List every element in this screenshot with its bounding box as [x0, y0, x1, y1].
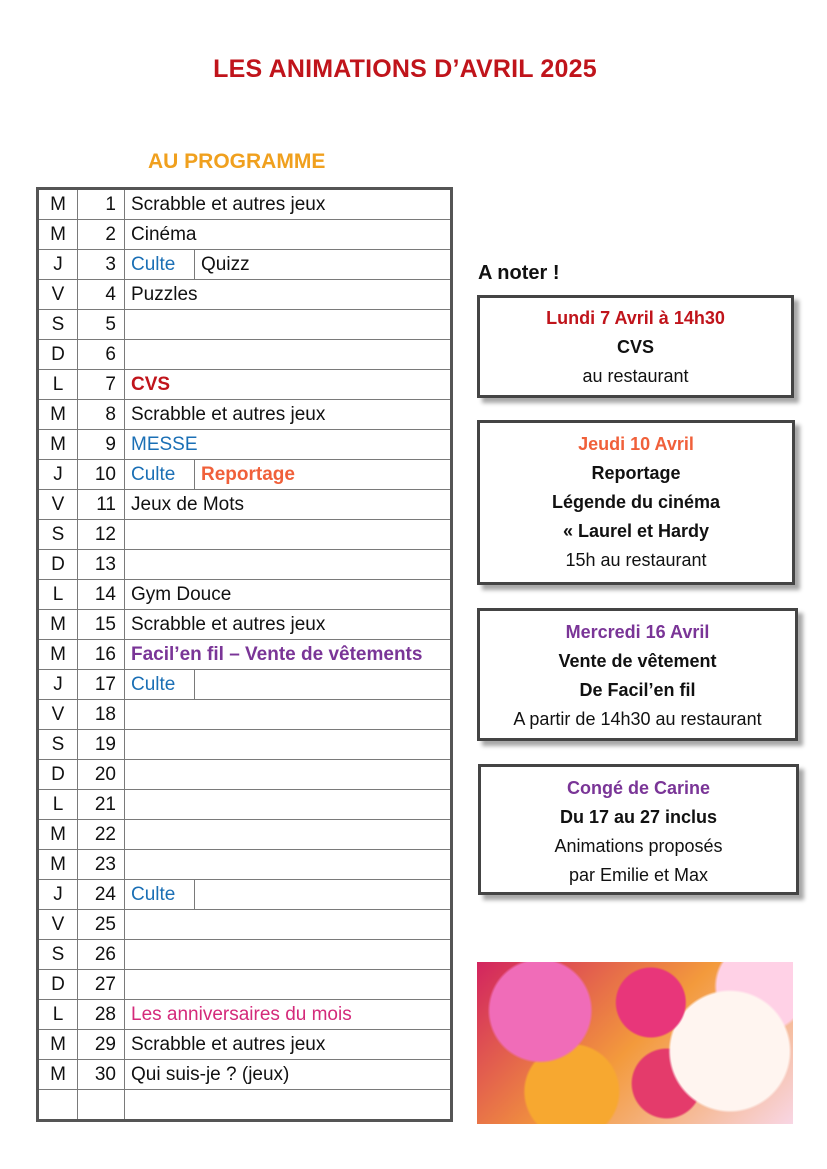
day-number: 28 — [78, 1000, 125, 1030]
day-number: 12 — [78, 520, 125, 550]
calendar-row — [38, 550, 452, 580]
day-number: 10 — [78, 460, 125, 490]
activity-cell — [125, 1090, 452, 1121]
day-number: 25 — [78, 910, 125, 940]
calendar-table — [36, 187, 453, 1122]
day-letter: D — [38, 970, 78, 1000]
day-number: 14 — [78, 580, 125, 610]
day-number: 13 — [78, 550, 125, 580]
day-letter: M — [38, 189, 78, 220]
day-number: 2 — [78, 220, 125, 250]
day-letter: D — [38, 340, 78, 370]
day-number: 8 — [78, 400, 125, 430]
activity-cell — [125, 340, 452, 370]
activity-cell — [125, 670, 452, 700]
note-line: Reportage — [591, 463, 681, 483]
activity-cell — [125, 790, 452, 820]
day-number: 18 — [78, 700, 125, 730]
note-line: A partir de 14h30 au restaurant — [513, 709, 762, 729]
note-date: Mercredi 16 Avril — [565, 622, 710, 642]
activity-label: Scrabble et autres jeux — [131, 194, 326, 215]
day-number: 26 — [78, 940, 125, 970]
calendar-row — [38, 850, 452, 880]
day-number: 11 — [78, 490, 125, 520]
day-letter: M — [38, 1030, 78, 1060]
activity-cell — [125, 970, 452, 1000]
note-line: De Facil’en fil — [579, 680, 696, 700]
day-letter: S — [38, 310, 78, 340]
note-box-vente — [477, 608, 798, 741]
day-number: 9 — [78, 430, 125, 460]
activity-label: Facil’en fil – Vente de vêtements — [131, 644, 423, 665]
day-number: 4 — [78, 280, 125, 310]
activity-cell — [125, 1060, 452, 1090]
activity-label: Puzzles — [131, 284, 198, 305]
calendar-row — [38, 940, 452, 970]
calendar-row — [38, 220, 452, 250]
activity-cell — [125, 370, 452, 400]
activity-cell — [125, 700, 452, 730]
activity-cell — [125, 880, 452, 910]
activity-cell — [125, 580, 452, 610]
section-subtitle: AU PROGRAMME — [148, 150, 326, 173]
day-number: 23 — [78, 850, 125, 880]
day-number: 15 — [78, 610, 125, 640]
calendar-row — [38, 310, 452, 340]
calendar-row — [38, 790, 452, 820]
calendar-row — [38, 340, 452, 370]
day-letter — [38, 1090, 78, 1121]
day-number: 21 — [78, 790, 125, 820]
activity-label: Culte — [125, 880, 195, 909]
calendar-row — [38, 670, 452, 700]
activity-label: Quizz — [201, 254, 250, 275]
activity-label: Les anniversaires du mois — [131, 1004, 352, 1025]
calendar-row — [38, 1030, 452, 1060]
activity-cell — [125, 220, 452, 250]
day-number: 7 — [78, 370, 125, 400]
calendar-row — [38, 730, 452, 760]
calendar-row — [38, 430, 452, 460]
note-box-reportage — [477, 420, 795, 585]
note-line: par Emilie et Max — [568, 865, 709, 885]
day-number: 30 — [78, 1060, 125, 1090]
calendar-row — [38, 1090, 452, 1121]
page-title: LES ANIMATIONS D’AVRIL 2025 — [213, 55, 597, 83]
activity-cell — [125, 430, 452, 460]
calendar-row — [38, 580, 452, 610]
activity-cell — [125, 1000, 452, 1030]
calendar-row — [38, 910, 452, 940]
activity-cell — [125, 910, 452, 940]
day-number: 16 — [78, 640, 125, 670]
day-number: 5 — [78, 310, 125, 340]
calendar-row — [38, 1060, 452, 1090]
calendar-row — [38, 250, 452, 280]
day-letter: V — [38, 910, 78, 940]
activity-cell — [125, 820, 452, 850]
day-number: 20 — [78, 760, 125, 790]
activity-label: Scrabble et autres jeux — [131, 614, 326, 635]
day-number: 1 — [78, 189, 125, 220]
activity-cell — [125, 189, 452, 220]
activity-cell — [125, 760, 452, 790]
calendar-row — [38, 640, 452, 670]
day-number: 29 — [78, 1030, 125, 1060]
note-line: CVS — [616, 337, 654, 357]
day-letter: D — [38, 550, 78, 580]
day-letter: M — [38, 820, 78, 850]
activity-cell — [125, 1030, 452, 1060]
activity-label: Reportage — [201, 464, 295, 485]
day-letter: V — [38, 700, 78, 730]
day-number: 19 — [78, 730, 125, 760]
note-date: Jeudi 10 Avril — [578, 434, 694, 454]
day-number: 17 — [78, 670, 125, 700]
day-letter: L — [38, 790, 78, 820]
day-letter: S — [38, 730, 78, 760]
calendar-row — [38, 460, 452, 490]
activity-label: Jeux de Mots — [131, 494, 244, 515]
note-line: 15h au restaurant — [565, 550, 707, 570]
calendar-row — [38, 970, 452, 1000]
day-letter: S — [38, 940, 78, 970]
activity-cell — [125, 940, 452, 970]
note-date: Congé de Carine — [566, 778, 711, 798]
day-letter: M — [38, 640, 78, 670]
day-number — [78, 1090, 125, 1121]
flowers-image — [477, 962, 793, 1124]
day-number: 6 — [78, 340, 125, 370]
calendar-row — [38, 280, 452, 310]
activity-label: CVS — [131, 374, 171, 395]
calendar-row — [38, 610, 452, 640]
calendar-row — [38, 880, 452, 910]
activity-cell — [125, 280, 452, 310]
activity-label: MESSE — [131, 434, 198, 455]
calendar-row — [38, 520, 452, 550]
activity-cell — [125, 730, 452, 760]
day-letter: J — [38, 460, 78, 490]
note-line: Vente de vêtement — [558, 651, 717, 671]
calendar-row — [38, 400, 452, 430]
day-number: 24 — [78, 880, 125, 910]
note-box-cvs — [477, 295, 794, 398]
day-letter: L — [38, 370, 78, 400]
calendar-row — [38, 1000, 452, 1030]
activity-label: Cinéma — [131, 224, 197, 245]
activity-cell — [125, 310, 452, 340]
calendar-row — [38, 700, 452, 730]
activity-cell — [125, 640, 452, 670]
notes-heading: A noter ! — [478, 262, 560, 284]
activity-cell — [125, 850, 452, 880]
activity-label: Culte — [125, 460, 195, 489]
activity-label: Scrabble et autres jeux — [131, 1034, 326, 1055]
day-letter: J — [38, 880, 78, 910]
activity-label: Scrabble et autres jeux — [131, 404, 326, 425]
activity-cell — [125, 400, 452, 430]
day-letter: M — [38, 430, 78, 460]
note-line: au restaurant — [582, 366, 689, 386]
day-letter: V — [38, 490, 78, 520]
note-line: Du 17 au 27 inclus — [559, 807, 718, 827]
activity-label: Qui suis-je ? (jeux) — [131, 1064, 290, 1085]
day-letter: M — [38, 400, 78, 430]
activity-cell — [125, 610, 452, 640]
day-letter: J — [38, 250, 78, 280]
calendar-row — [38, 189, 452, 220]
note-box-conge — [478, 764, 799, 895]
day-letter: M — [38, 610, 78, 640]
day-letter: D — [38, 760, 78, 790]
day-letter: S — [38, 520, 78, 550]
day-letter: L — [38, 580, 78, 610]
calendar-row — [38, 490, 452, 520]
day-letter: M — [38, 1060, 78, 1090]
day-number: 22 — [78, 820, 125, 850]
day-letter: L — [38, 1000, 78, 1030]
day-number: 3 — [78, 250, 125, 280]
note-line: Animations proposés — [554, 836, 723, 856]
day-letter: M — [38, 850, 78, 880]
day-letter: M — [38, 220, 78, 250]
activity-label: Culte — [125, 670, 195, 699]
activity-label: Gym Douce — [131, 584, 232, 605]
calendar-row — [38, 820, 452, 850]
note-line: « Laurel et Hardy — [562, 521, 710, 541]
note-line: Légende du cinéma — [551, 492, 721, 512]
activity-label: Culte — [125, 250, 195, 279]
day-letter: J — [38, 670, 78, 700]
activity-cell — [125, 520, 452, 550]
calendar-row — [38, 760, 452, 790]
day-letter: V — [38, 280, 78, 310]
activity-cell — [125, 550, 452, 580]
activity-cell — [125, 460, 452, 490]
activity-cell — [125, 490, 452, 520]
activity-cell — [125, 250, 452, 280]
day-number: 27 — [78, 970, 125, 1000]
note-date: Lundi 7 Avril à 14h30 — [546, 308, 725, 328]
calendar-row — [38, 370, 452, 400]
